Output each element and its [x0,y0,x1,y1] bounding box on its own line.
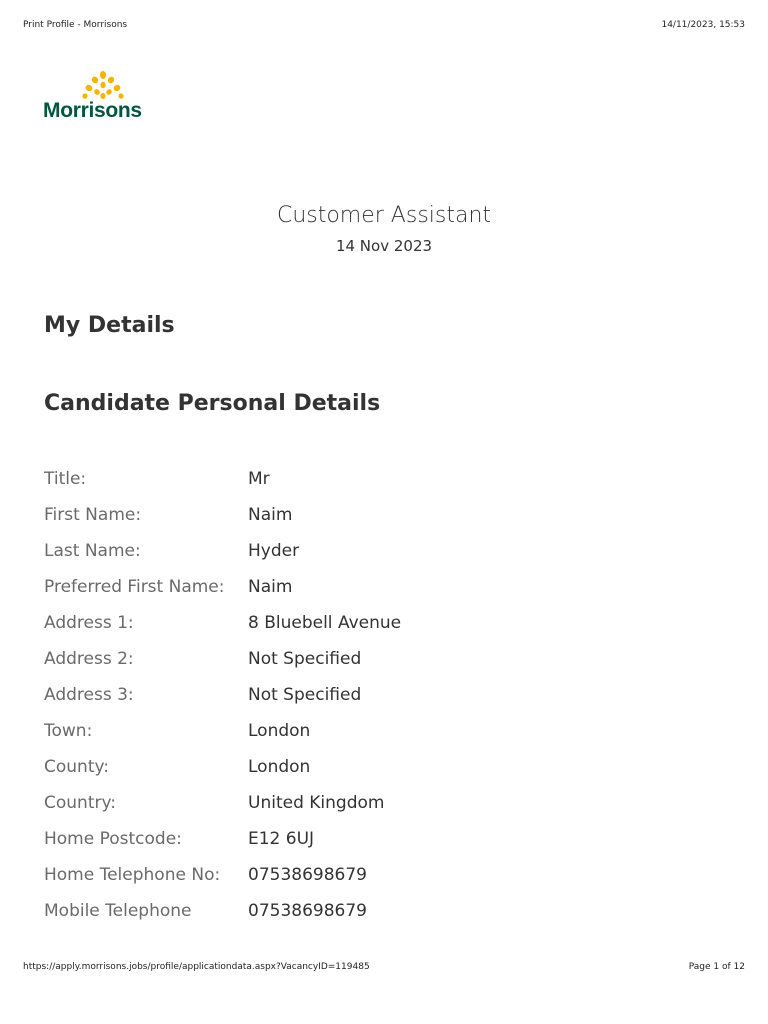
detail-label: First Name: [44,505,142,525]
detail-row [44,862,744,888]
detail-value: 07538698679 [248,865,367,885]
detail-value: 07538698679 [248,901,367,921]
detail-row [44,898,744,924]
personal-details-heading: Candidate Personal Details [44,391,381,416]
print-header [23,20,745,30]
detail-row [44,718,744,744]
detail-label: Address 1: [44,613,134,633]
logo-text: Morrisons [43,99,142,122]
detail-label: Last Name: [44,541,141,561]
detail-value: Naim [248,505,293,525]
detail-value: London [248,757,311,777]
detail-row [44,574,744,600]
detail-value: E12 6UJ [248,829,315,849]
detail-row [44,538,744,564]
print-header-title: Print Profile - Morrisons [23,20,128,30]
detail-value: Hyder [248,541,300,561]
detail-row [44,826,744,852]
print-footer-url: https://apply.morrisons.jobs/profile/applicationdata.aspx?VacancyID=119485 [23,962,370,972]
detail-value: Mr [248,469,270,489]
detail-label: Country: [44,793,117,813]
detail-label: Home Postcode: [44,829,182,849]
detail-label: Title: [44,469,87,489]
print-footer [23,962,745,972]
detail-label: Town: [44,721,93,741]
job-title: Customer Assistant [276,203,492,228]
detail-label: Preferred First Name: [44,577,225,597]
detail-label: Address 2: [44,649,134,669]
job-date: 14 Nov 2023 [335,237,433,255]
detail-row [44,466,744,492]
detail-row [44,790,744,816]
detail-value: United Kingdom [248,793,385,813]
detail-row [44,610,744,636]
detail-value: London [248,721,311,741]
print-header-datetime: 14/11/2023, 15:53 [661,20,745,30]
detail-label: Address 3: [44,685,134,705]
detail-label: Home Telephone No: [44,865,221,885]
morrisons-logo [43,70,165,126]
detail-row [44,754,744,780]
detail-label: County: [44,757,110,777]
print-footer-page: Page 1 of 12 [688,962,745,972]
detail-row [44,502,744,528]
detail-row [44,682,744,708]
detail-value: Not Specified [248,685,362,705]
detail-value: 8 Bluebell Avenue [248,613,402,633]
detail-label: Mobile Telephone [44,901,192,921]
detail-value: Naim [248,577,293,597]
detail-row [44,646,744,672]
personal-details-list [44,466,744,942]
detail-value: Not Specified [248,649,362,669]
my-details-heading: My Details [44,313,175,338]
